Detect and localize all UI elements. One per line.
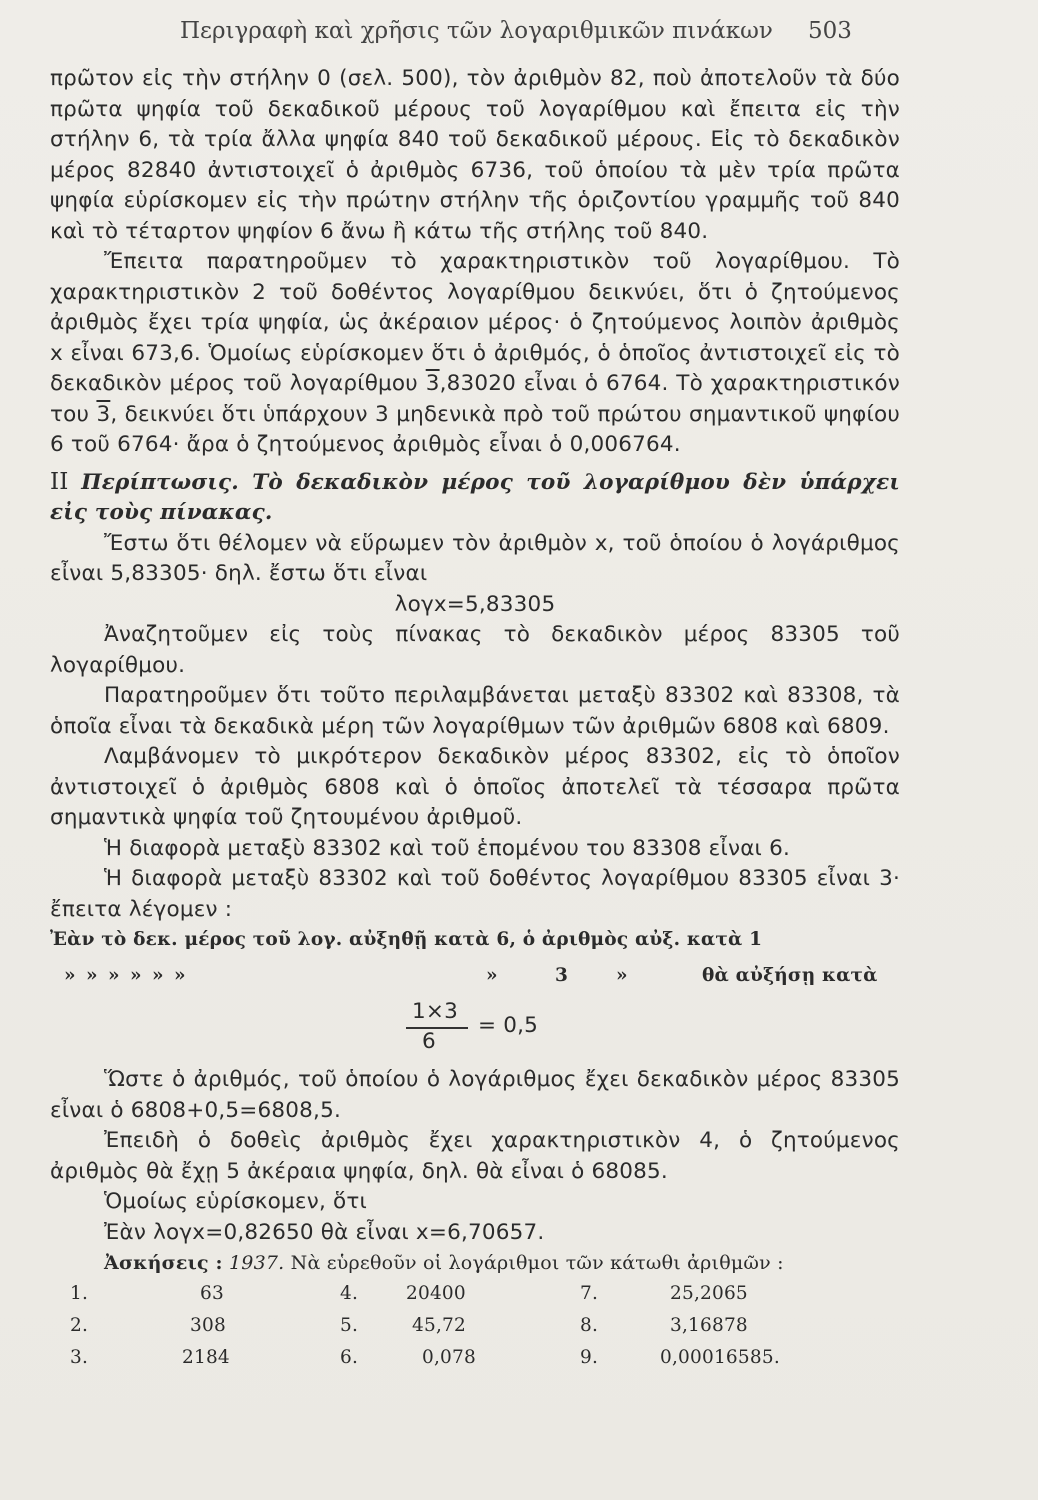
exercise-value: 45,72: [412, 1314, 466, 1336]
page-number: 503: [808, 18, 852, 44]
rule-line-2-number: 3: [555, 965, 569, 986]
page-body: [50, 64, 900, 1375]
bar-digit-1: 3: [425, 371, 440, 396]
section-heading-text: Περίπτωσις. Τὸ δεκαδικὸν μέρος τοῦ λογαρίθμου δὲν ὑπάρχει εἰς τοὺς πίνακας.: [50, 469, 900, 525]
exercise-value: 0,078: [422, 1346, 476, 1368]
paragraph-1: πρῶτον εἰς τὴν στήλην 0 (σελ. 500), τὸν ἀριθμὸν 82, ποὺ ἀποτελοῦν τὰ δύο πρῶτα ψηφία τοῦ δεκαδικοῦ μέρους τοῦ λογαρίθμου καὶ ἔπειτα εἰς τὴν στήλην 6, τὰ τρία ἄλλα ψηφία 840 τοῦ δεκαδικοῦ μέρους. Εἰς τὸ δεκαδικὸν μέρος 82840 ἀντιστοιχεῖ ὁ ἀριθμὸς 6736, τοῦ ὁποίου τὰ μὲν τρία πρῶτα ψηφία εὑρίσκομεν εἰς τὴν πρώτην στήλην τῆς ὁριζοντίου γραμμῆς τοῦ 840 καὶ τὸ τέταρτον ψηφίον 6 ἄνω ἢ κάτω τῆς στήλης τοῦ 840.: [50, 66, 900, 244]
exercise-number: 7.: [580, 1282, 599, 1304]
ditto-marks: » » » » » »: [64, 965, 188, 986]
exercise-number: 6.: [340, 1346, 359, 1368]
paragraph-11: Ὁμοίως εὑρίσκομεν, ὅτι: [104, 1189, 367, 1214]
fraction-denominator: 6: [422, 1029, 436, 1054]
exercise-number: 5.: [340, 1314, 359, 1336]
fraction-equation: [50, 997, 900, 1065]
exercise-number: 9.: [580, 1346, 599, 1368]
paragraph-12: Ἐὰν λογx=0,82650 θὰ εἶναι x=6,70657.: [104, 1219, 545, 1245]
exercises-label: Ἀσκήσεις :: [104, 1252, 223, 1274]
rule-line-2-end: θὰ αὐξήσῃ κατὰ: [702, 965, 878, 986]
section-heading: [50, 467, 900, 529]
paragraph-3: Ἔστω ὅτι θέλομεν νὰ εὕρωμεν τὸν ἀριθμὸν x, τοῦ ὁποίου ὁ λογάριθμος εἶναι 5,83305· δηλ. ἔστω ὅτι εἶναι: [50, 530, 900, 586]
fraction-bar: [406, 1027, 468, 1029]
rule-line-2: [50, 961, 900, 997]
exercise-number: 4.: [340, 1282, 359, 1304]
rule-line-1: [50, 925, 900, 961]
paragraph-5: Παρατηροῦμεν ὅτι τοῦτο περιλαμβάνεται μεταξὺ 83302 καὶ 83308, τὰ ὁποῖα εἶναι τὰ δεκαδικὰ μέρη τῶν λογαρίθμων τῶν ἀριθμῶν 6808 καὶ 6809.: [50, 683, 900, 739]
paragraph-2-part-a: Ἔπειτα παρατηροῦμεν τὸ χαρακτηριστικὸν τοῦ λογαρίθμου. Τὸ χαρακτηριστικὸν 2 τοῦ δοθέντος λογαρίθμου δεικνύει, ὅτι ὁ ζητούμενος ἀριθμὸς ἔχει τρία ψηφία, ὡς ἀκέραιον μέρος· ὁ ζητούμενος λοιπὸν ἀριθμὸς x εἶναι 673,6. Ὁμοίως εὑρίσκομεν ὅτι ὁ ἀριθμός, ὁ ὁποῖος ἀντιστοιχεῖ εἰς τὸ δεκαδικὸν μέρος τοῦ λογαρίθμου: [50, 249, 900, 396]
exercises-intro: [50, 1248, 900, 1279]
ditto-mark-2: »: [486, 965, 498, 986]
exercises-year: 1937.: [229, 1252, 285, 1274]
exercise-value: 308: [190, 1314, 226, 1336]
ditto-mark-3: »: [616, 965, 628, 986]
section-number: II: [50, 468, 69, 495]
paragraph-2: [50, 247, 900, 461]
bar-digit-2: 3: [96, 401, 111, 427]
paragraph-4: Ἀναζητοῦμεν εἰς τοὺς πίνακας τὸ δεκαδικὸν μέρος 83305 τοῦ λογαρίθμου.: [50, 622, 900, 678]
fraction-numerator: 1×3: [412, 999, 458, 1024]
exercise-value: 0,00016585.: [660, 1346, 780, 1368]
exercise-number: 3.: [70, 1346, 89, 1368]
paragraph-2-part-c: , δεικνύει ὅτι ὑπάρχουν 3 μηδενικὰ πρὸ τοῦ πρώτου σημαντικοῦ ψηφίου 6 τοῦ 6764· ἄρα ὁ ζητούμενος ἀριθμὸς εἶναι ὁ 0,006764.: [50, 401, 900, 457]
exercise-number: 2.: [70, 1314, 89, 1336]
paragraph-2-part-b: ,83020 εἶναι ὁ 6764. Τὸ χαρακτηριστικόν του: [50, 371, 900, 427]
exercise-value: 63: [200, 1282, 224, 1304]
exercise-value: 2184: [182, 1346, 230, 1368]
exercise-list: [50, 1279, 900, 1375]
rule-line-1-text: Ἐὰν τὸ δεκ. μέρος τοῦ λογ. αὐξηθῇ κατὰ 6, ὁ ἀριθμὸς αὐξ. κατὰ 1: [50, 929, 763, 950]
exercise-value: 25,2065: [670, 1282, 748, 1304]
paragraph-8: Ἡ διαφορὰ μεταξὺ 83302 καὶ τοῦ δοθέντος λογαρίθμου 83305 εἶναι 3· ἔπειτα λέγομεν :: [50, 866, 900, 922]
paragraph-10: Ἐπειδὴ ὁ δοθεὶς ἀριθμὸς ἔχει χαρακτηριστικὸν 4, ὁ ζητούμενος ἀριθμὸς θὰ ἔχῃ 5 ἀκέραια ψηφία, δηλ. θὰ εἶναι ὁ 68085.: [50, 1128, 900, 1184]
exercise-number: 1.: [70, 1282, 89, 1304]
fraction-result: = 0,5: [478, 1013, 539, 1038]
running-header: [0, 10, 1038, 50]
equation-1: λογx=5,83305: [394, 591, 556, 617]
paragraph-9: Ὥστε ὁ ἀριθμός, τοῦ ὁποίου ὁ λογάριθμος ἔχει δεκαδικὸν μέρος 83305 εἶναι ὁ 6808+0,5=6808,5.: [50, 1067, 900, 1123]
paragraph-6: Λαμβάνομεν τὸ μικρότερον δεκαδικὸν μέρος 83302, εἰς τὸ ὁποῖον ἀντιστοιχεῖ ὁ ἀριθμὸς 6808 καὶ ὁ ὁποῖος ἀποτελεῖ τὰ τέσσαρα πρῶτα σημαντικὰ ψηφία τοῦ ζητουμένου ἀριθμοῦ.: [50, 744, 900, 830]
exercises-text: Νὰ εὑρεθοῦν οἱ λογάριθμοι τῶν κάτωθι ἀριθμῶν :: [290, 1252, 784, 1274]
exercise-number: 8.: [580, 1314, 599, 1336]
header-title: Περιγραφὴ καὶ χρῆσις τῶν λογαριθμικῶν πινάκων: [180, 18, 773, 44]
exercise-value: 20400: [406, 1282, 466, 1304]
paragraph-7: Ἡ διαφορὰ μεταξὺ 83302 καὶ τοῦ ἑπομένου του 83308 εἶναι 6.: [104, 835, 790, 861]
exercise-value: 3,16878: [670, 1314, 748, 1336]
